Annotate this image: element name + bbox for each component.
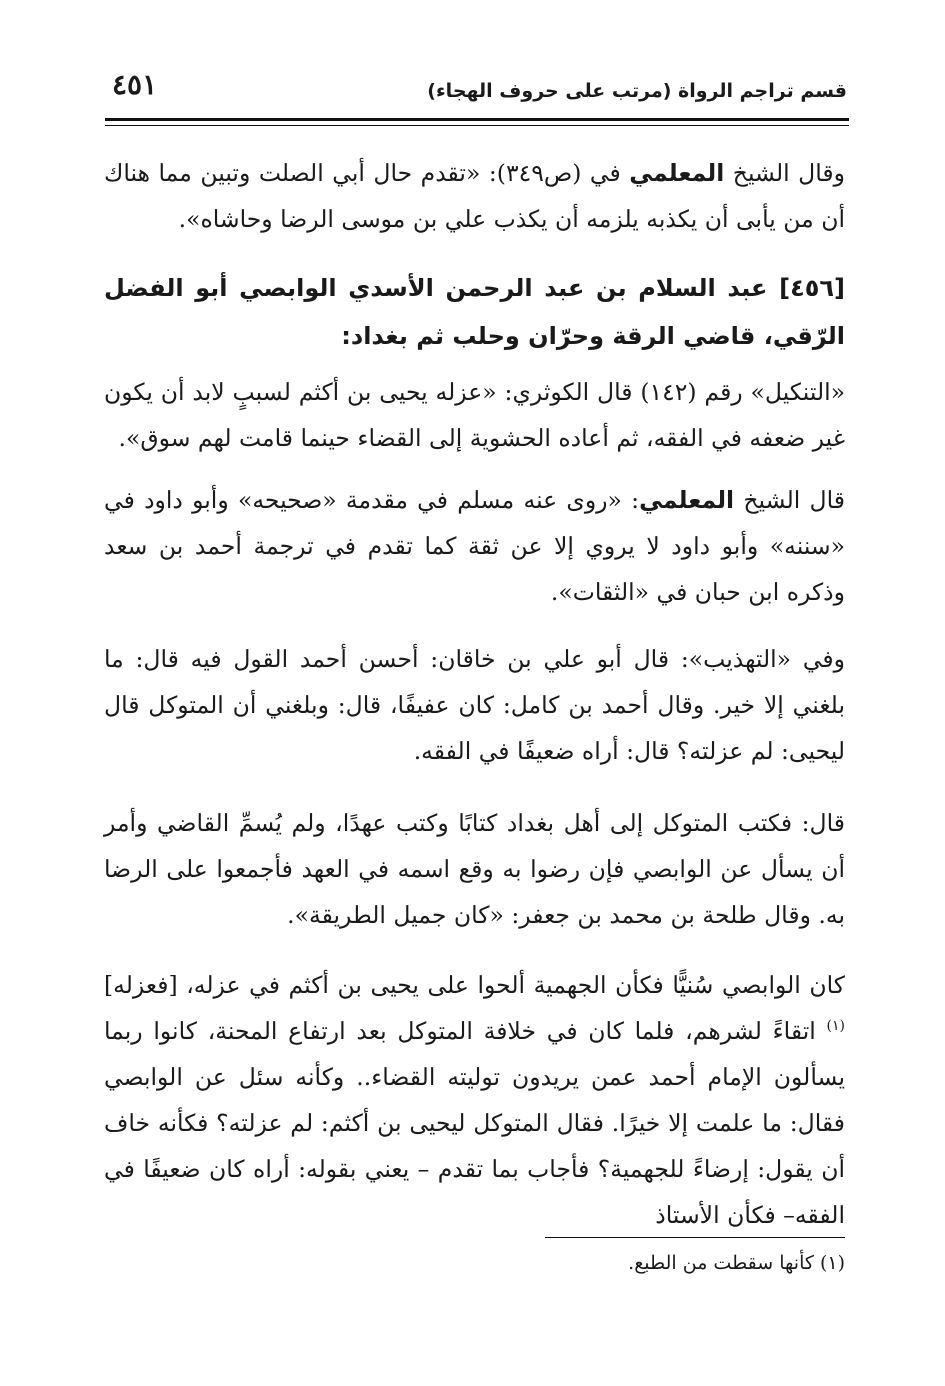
paragraph-1 [104,150,845,242]
paragraph-1-text-b: في (ص٣٤٩): «تقدم حال أبي الصلت وتبين مما هناك أن من يأبى أن يكذبه يلزمه أن يكذب علي بن موسى الرضا وحاشاه». [104,159,845,233]
paragraph-6 [104,962,845,1238]
paragraph-3-text-a: قال الشيخ [734,486,845,514]
entry-heading: [٤٥٦] عبد السلام بن عبد الرحمن الأسدي الوابصي أبو الفضل الرّقي، قاضي الرقة وحرّان وحلب ثم بغداد: [104,274,845,350]
paragraph-5: قال: فكتب المتوكل إلى أهل بغداد كتابًا وكتب عهدًا، ولم يُسمِّ القاضي وأمر أن يسأل عن الوابصي فإن رضوا به وقع اسمه في العهد فأجمعوا على الرضا به. وقال طلحة بن محمد بن جعفر: «كان جميل الطريقة». [104,809,845,929]
header-rule-thin [105,125,849,126]
author-name-bold: المعلمي [639,486,735,514]
paragraph-2: «التنكيل» رقم (١٤٢) قال الكوثري: «عزله يحيى بن أكثم لسببٍ لابد أن يكون غير ضعفه في الفقه، ثم أعاده الحشوية إلى القضاء حينما قامت لهم سوق». [104,378,846,452]
paragraph-6-text-b: اتقاءً لشرهم، فلما كان في خلافة المتوكل بعد ارتفاع المحنة، كانوا ربما يسألون الإمام أحمد عمن يريدون توليته القضاء.. وكأنه سئل عن الوابصي فقال: ما علمت إلا خيرًا. فقال المتوكل ليحيى بن أكثم: لم عزلته؟ فكأنه خاف أن يقول: إرضاءً للجهمية؟ فأجاب بما تقدم – يعني بقوله: أراه كان ضعيفًا في الفقه– فكأن الأستاذ [104,1017,845,1229]
paragraph-3 [104,477,845,615]
page-number: ٤٥١ [112,68,158,101]
paragraph-6-text-a: كان الوابصي سُنيًّا فكأن الجهمية ألحوا على يحيى بن أكثم في عزله، [فعزله] [104,971,845,999]
paragraph-4: وفي «التهذيب»: قال أبو علي بن خاقان: أحسن أحمد القول فيه قال: ما بلغني إلا خير. وقال أحمد بن كامل: كان عفيفًا، قال: وبلغني أن المتوكل قال ليحيى: لم عزلته؟ قال: أراه ضعيفًا في الفقه. [104,645,845,765]
footnote: (١) كأنها سقطت من الطبع. [628,1252,845,1274]
paragraph-1-text-a: وقال الشيخ [724,159,846,187]
footnote-marker: (١) [826,1018,845,1035]
header-rule-thick [105,118,849,121]
author-name-bold: المعلمي [629,159,725,187]
paragraph-3-text-b: : «روى عنه مسلم في مقدمة «صحيحه» وأبو داود في «سننه» وأبو داود لا يروي إلا عن ثقة كما تقدم في ترجمة أحمد بن سعد وذكره ابن حبان في «الثقات». [104,486,845,606]
footnote-rule [545,1237,845,1238]
running-header: قسم تراجم الرواة (مرتب على حروف الهجاء) [427,80,847,102]
